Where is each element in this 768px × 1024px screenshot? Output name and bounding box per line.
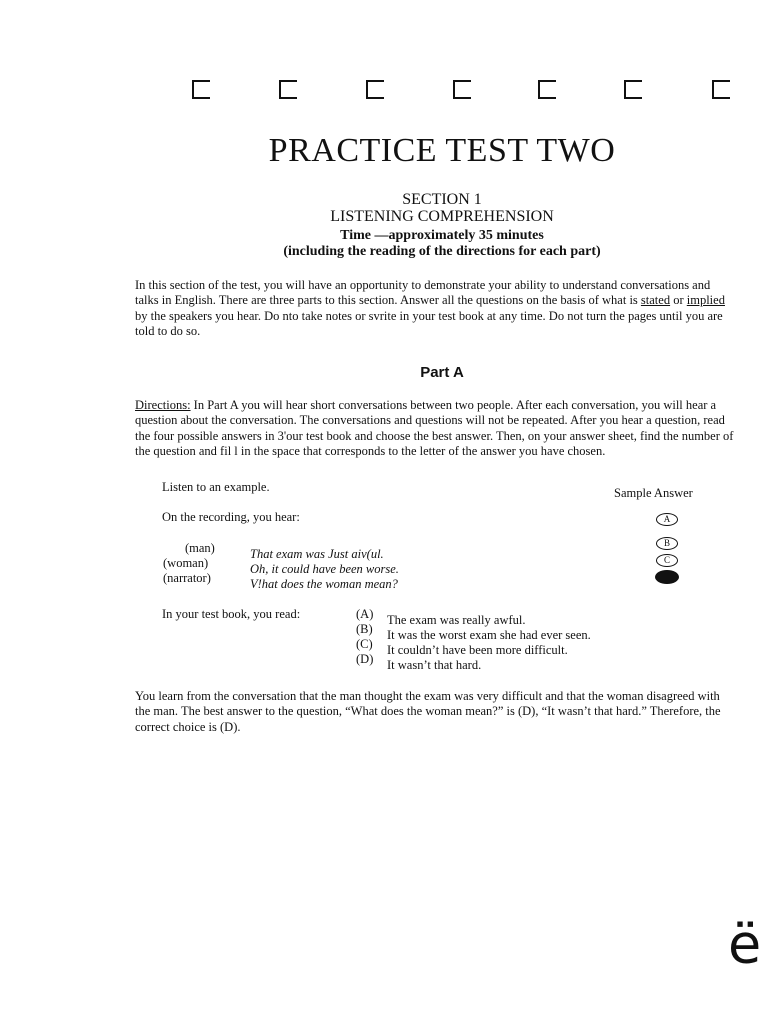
option-text-a: The exam was really awful. [387, 613, 526, 627]
registration-mark [453, 80, 471, 99]
registration-mark [192, 80, 210, 99]
option-text-c: It couldn’t have been more difficult. [387, 643, 568, 657]
section-name: LISTENING COMPREHENSION [330, 208, 554, 225]
registration-mark [712, 80, 730, 99]
intro-or: or [670, 293, 687, 308]
section-number: SECTION 1 [402, 191, 482, 208]
page-mark: ë [728, 913, 762, 976]
answer-bubble-a: A [656, 513, 678, 526]
registration-marks [192, 80, 737, 102]
option-letter-a: (A) [356, 607, 374, 621]
on-recording-label: On the recording, you hear: [162, 510, 300, 524]
answer-bubble-d-filled [655, 570, 679, 584]
directions-text: In Part A you will hear short conversations between two people. After each conversation, you will hear a question about the conversation. The conversations and questions will not be repeated. After you hear a question, read the four possible answers in 3'our test book and choose the best answer. Then, on your answer sheet, find the number of the question and fil l in the space that corresponds to the letter of the answer you have chosen. [135, 398, 734, 458]
intro-text-end: by the speakers you hear. Do nto take notes or svrite in your test book at any time. Do not turn the pages until you are told to do so. [135, 308, 723, 338]
registration-mark [538, 80, 556, 99]
registration-mark [279, 80, 297, 99]
directions-label: Directions: [135, 398, 191, 412]
registration-mark [624, 80, 642, 99]
speaker-narrator: (narrator) [163, 571, 211, 585]
option-letter-b: (B) [356, 622, 373, 636]
conclusion-paragraph: You learn from the conversation that the man thought the exam was very difficult and that the woman disagreed with the man. The best answer to the question, “What does the woman mean?” is (D), “It wasn’t that hard.” Therefore, the correct choice is (D). [135, 689, 721, 734]
option-text-b: It was the worst exam she had ever seen. [387, 628, 591, 642]
option-letter-d: (D) [356, 652, 374, 666]
answer-bubble-b: B [656, 537, 678, 550]
implied-word: implied [686, 293, 725, 308]
dialogue-line: Oh, it could have been worse. [250, 562, 399, 576]
section-time-note: (including the reading of the directions for each part) [283, 244, 601, 259]
option-text-d: It wasn’t that hard. [387, 658, 482, 672]
sample-answer-label: Sample Answer [614, 486, 693, 500]
part-a-directions [135, 398, 735, 459]
listen-example: Listen to an example. [162, 480, 270, 494]
page-title: PRACTICE TEST TWO [268, 132, 616, 169]
dialogue-line: V!hat does the woman mean? [250, 577, 398, 591]
section-intro [135, 278, 735, 339]
section-time: Time —approximately 35 minutes [340, 228, 544, 243]
dialogue-line: That exam was Just aiv(ul. [250, 547, 384, 561]
stated-word: stated [640, 293, 671, 308]
option-letter-c: (C) [356, 637, 373, 651]
registration-mark [366, 80, 384, 99]
speaker-man: (man) [185, 541, 215, 555]
in-book-label: In your test book, you read: [162, 607, 301, 621]
part-a-heading: Part A [420, 364, 464, 381]
intro-text: In this section of the test, you will have an opportunity to demonstrate your ability to understand conversations and talks in English. There are three parts to this section. Answer all the questions on the basis of what is [135, 278, 711, 308]
answer-bubble-c: C [656, 554, 678, 567]
speaker-woman: (woman) [163, 556, 209, 570]
